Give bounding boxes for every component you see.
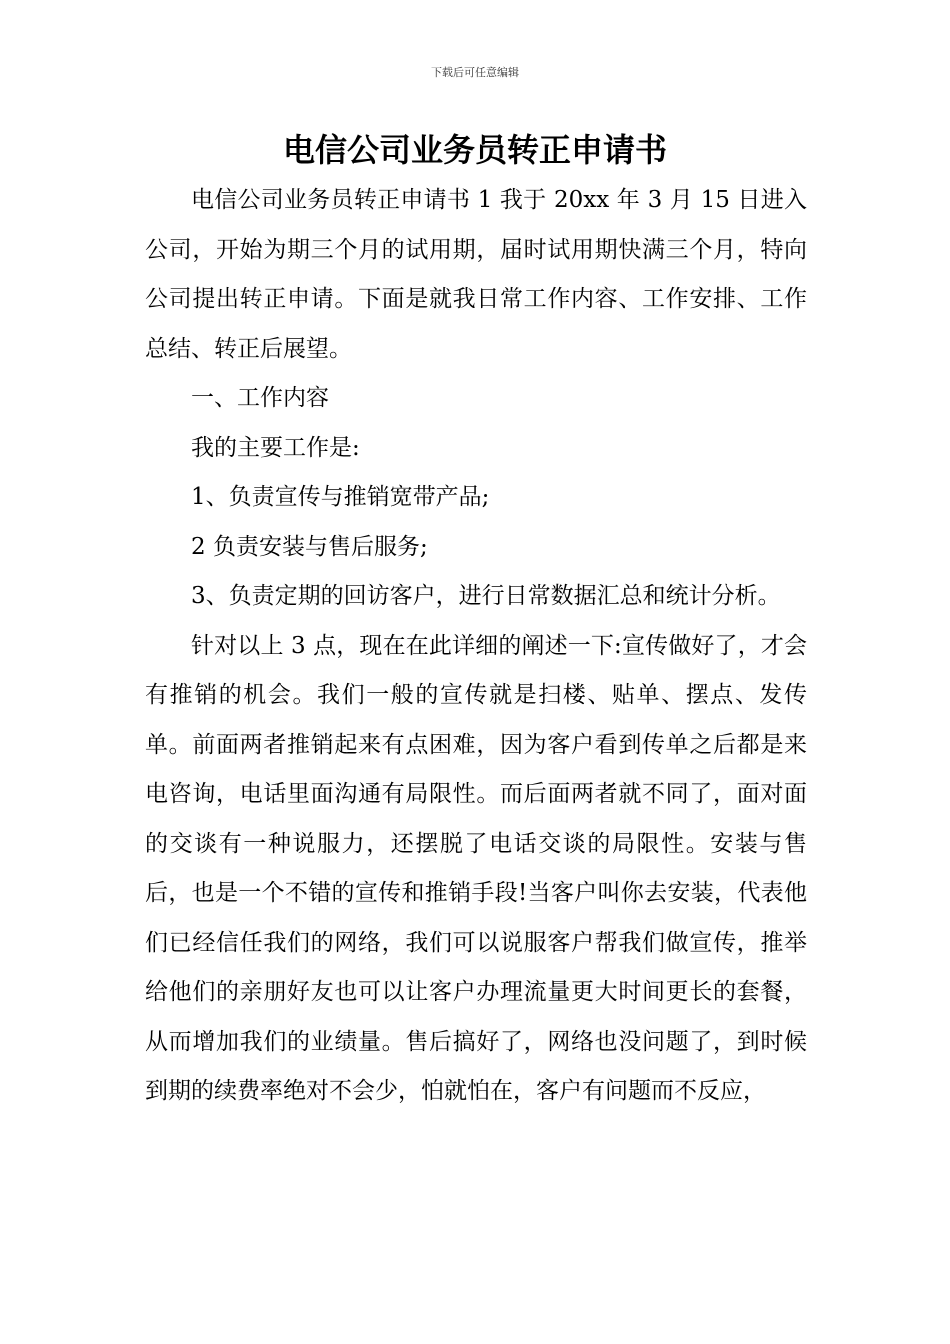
list-item-3: 3、负责定期的回访客户，进行日常数据汇总和统计分析。 xyxy=(191,583,781,609)
document-body xyxy=(145,176,807,1117)
header-note: 下载后可任意编辑 xyxy=(431,66,519,79)
paragraph-details: 针对以上 3 点，现在在此详细的阐述一下:宣传做好了，才会有推销的机会。我们一般的宣传就是扫楼、贴单、摆点、发传单。前面两者推销起来有点困难，因为客户看到传单之后都是来电咨询，电话里面沟通有局限性。而后面两者就不同了，面对面的交谈有一种说服力，还摆脱了电话交谈的局限性。安装与售后，也是一个不错的宣传和推销手段!当客户叫你去安装，代表他们已经信任我们的网络，我们可以说服客户帮我们做宣传，推举给他们的亲朋好友也可以让客户办理流量更大时间更长的套餐，从而增加我们的业绩量。售后搞好了，网络也没问题了，到时候到期的续费率绝对不会少，怕就怕在，客户有问题而不反应， xyxy=(145,632,807,1104)
section-heading-work-content: 一、工作内容 xyxy=(191,385,329,411)
paragraph-intro: 电信公司业务员转正申请书 1 我于 20xx 年 3 月 15 日进入公司，开始为期三个月的试用期，届时试用期快满三个月，特向公司提出转正申请。下面是就我日常工作内容、工作安排、工作总结、转正后展望。 xyxy=(145,187,807,362)
document-title: 电信公司业务员转正申请书 xyxy=(282,131,667,169)
paragraph-main-work: 我的主要工作是: xyxy=(191,434,360,461)
list-item-2: 2 负责安装与售后服务; xyxy=(191,533,428,560)
list-item-1: 1、负责宣传与推销宽带产品; xyxy=(191,484,490,510)
